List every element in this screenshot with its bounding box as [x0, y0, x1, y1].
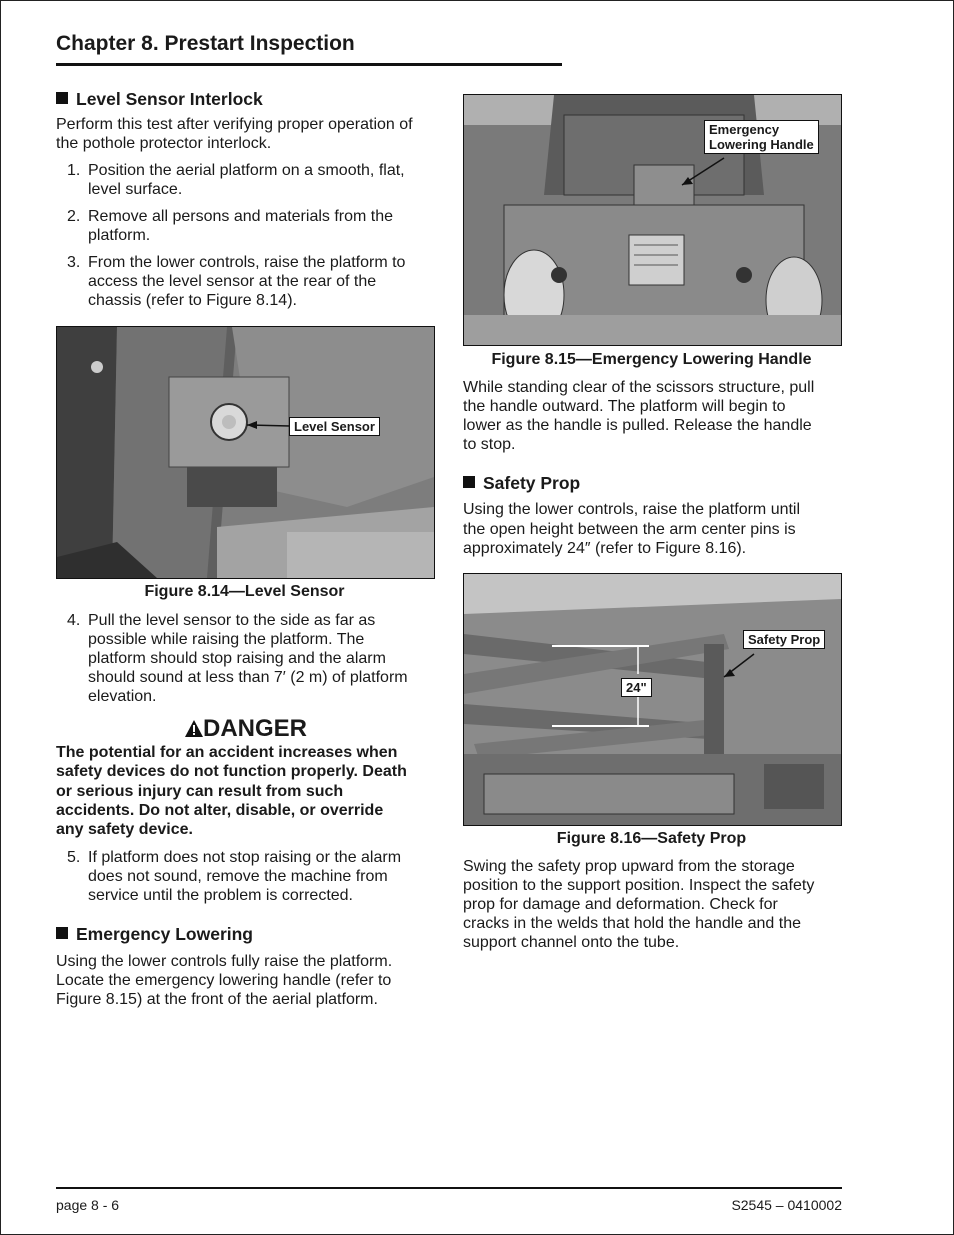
danger-title: DANGER: [56, 715, 436, 743]
footer-rule: [56, 1187, 842, 1189]
list-item: 4. Pull the level sensor to the side as far as possible while raising the platform. The platform should stop raising and the alarm should sound at less than 7′ (2 m) of platform elevation.: [67, 612, 408, 705]
steps-list: [56, 153, 436, 309]
warning-triangle-icon: [185, 720, 203, 737]
figure-level-sensor: [56, 326, 435, 579]
section-heading-emergency-lowering: Emergency Lowering: [56, 923, 253, 945]
bullet-square-icon: [56, 92, 68, 104]
chapter-title: Chapter 8. Prestart Inspection: [56, 32, 355, 55]
bullet-square-icon: [56, 927, 68, 939]
figure-emergency-lowering: [463, 94, 842, 346]
safety-prop-text: Using the lower controls, raise the platform until the open height between the arm center pins is approximately 24″ (refer to Figure 8.16).: [463, 501, 801, 557]
danger-text: The potential for an accident increases when safety devices do not function properly. Death or serious injury can result from such accidents. Do not alter, disable, or override any safety device.: [56, 744, 407, 839]
emergency-lowering-followup-text: While standing clear of the scissors structure, pull the handle outward. The platform will begin to lower as the handle is pulled. Release the handle to stop.: [463, 379, 815, 453]
bullet-square-icon: [463, 476, 475, 488]
figure-caption-8-14: Figure 8.14—Level Sensor: [144, 583, 345, 600]
safety-prop-photo: [464, 574, 841, 825]
page-number: page 8 - 6: [56, 1197, 120, 1213]
level-sensor-intro: Perform this test after verifying proper operation of the pothole protector interlock.: [56, 116, 413, 152]
list-item: 3. From the lower controls, raise the platform to access the level sensor at the rear of the chassis (refer to Figure 8.14).: [67, 254, 406, 309]
chapter-rule: [56, 63, 562, 66]
emergency-lowering-text: Using the lower controls fully raise the platform. Locate the emergency lowering handle (refer to Figure 8.15) at the front of the aerial platform.: [56, 953, 393, 1008]
document-number: S2545 – 0410002: [731, 1197, 842, 1213]
callout-level-sensor: Level Sensor: [289, 417, 380, 436]
measurement-label-24in: 24": [621, 678, 652, 697]
safety-prop-followup-text: Swing the safety prop upward from the storage position to the support position. Inspect the safety prop for damage and deformation. Check for cracks in the welds that hold the handle and the support channel onto the tube.: [463, 858, 815, 951]
list-item: 1. Position the aerial platform on a smooth, flat, level surface.: [67, 162, 405, 198]
danger-block: [56, 715, 436, 839]
figure-caption-8-15: Figure 8.15—Emergency Lowering Handle: [491, 351, 812, 368]
figure-caption-8-16: Figure 8.16—Safety Prop: [556, 830, 747, 847]
list-item: 2. Remove all persons and materials from the platform.: [67, 208, 394, 244]
callout-safety-prop: Safety Prop: [743, 630, 825, 649]
callout-emergency-lowering-handle: Emergency Lowering Handle: [704, 120, 819, 154]
figure-safety-prop: [463, 573, 842, 826]
level-sensor-photo: [57, 327, 434, 578]
list-item: 5. If platform does not stop raising or the alarm does not sound, remove the machine from service until the problem is corrected.: [67, 849, 402, 904]
left-column: [56, 88, 436, 1008]
section-heading-safety-prop: Safety Prop: [463, 472, 580, 494]
section-heading-level-sensor: Level Sensor Interlock: [56, 88, 436, 110]
